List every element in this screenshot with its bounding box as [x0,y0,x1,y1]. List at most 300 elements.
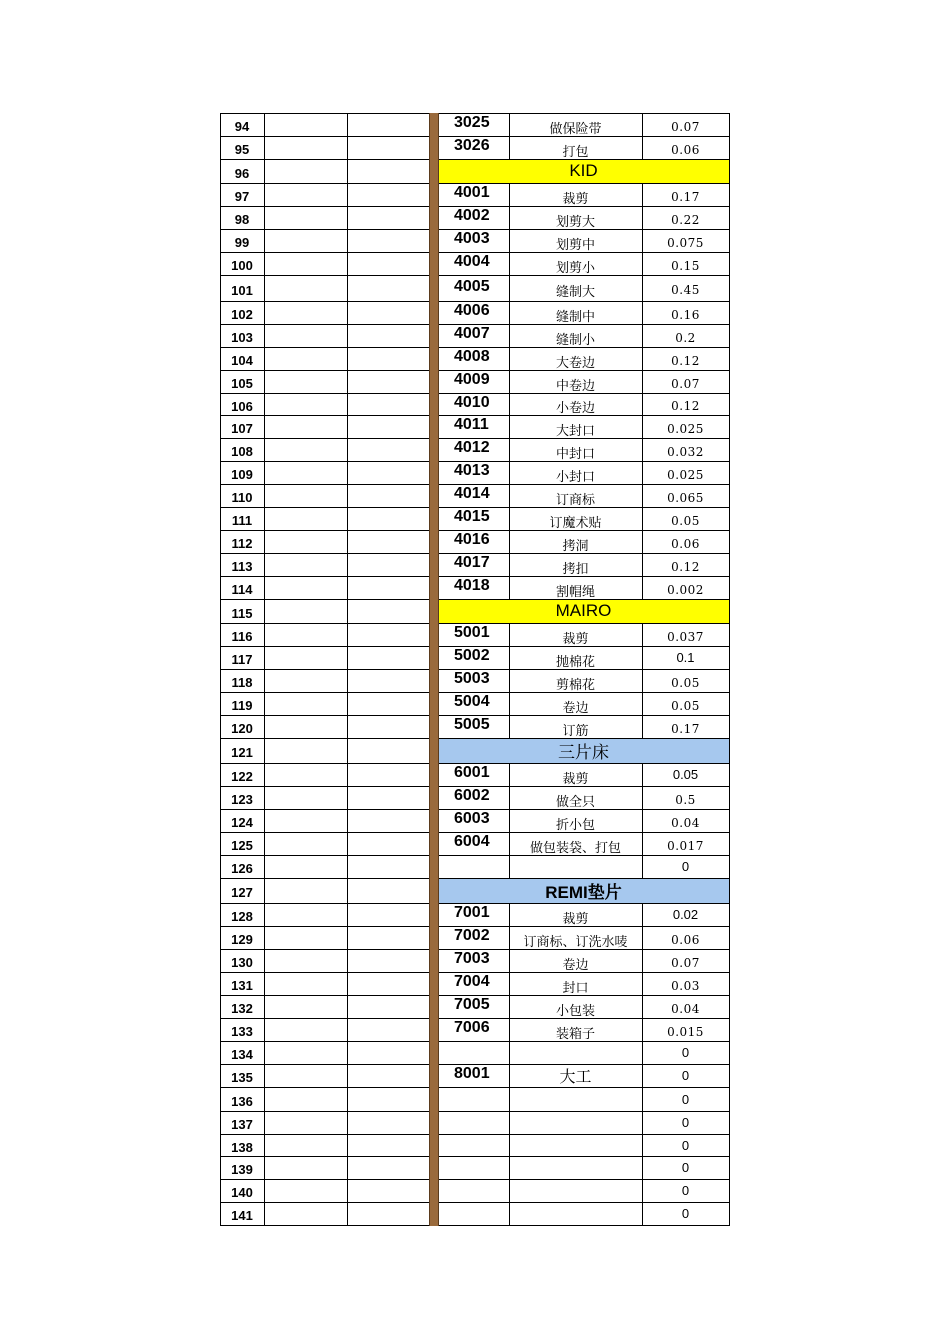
row-number: 136 [231,1093,253,1109]
item-code: 4016 [454,531,490,548]
item-price: 0.065 [667,490,704,505]
grid-row-line [220,738,430,739]
grid-row-line [220,949,430,950]
grid-row-line [220,623,430,624]
item-task: 订商标、订洗水唛 [523,934,628,949]
item-task: 订魔术贴 [549,515,602,530]
grid-row-line [438,229,730,230]
grid-row-line [220,136,430,137]
grid-row-line [220,438,430,439]
row-number: 139 [231,1162,253,1177]
grid-col-line [509,809,510,833]
grid-col-line [509,252,510,276]
grid-row-line [220,159,430,160]
grid-col-line [509,1134,510,1157]
item-task: 封口 [562,980,589,995]
item-task: 划剪大 [555,214,595,229]
grid-col-line [509,1156,510,1180]
grid-row-line [438,393,730,394]
row-number: 107 [231,421,253,436]
grid-row-line [438,252,730,253]
grid-col-line [264,113,265,1226]
grid-col-line [509,576,510,600]
grid-row-line [438,507,730,508]
grid-row-line [438,995,730,996]
grid-col-line [509,206,510,230]
grid-col-line [642,530,643,554]
item-code: 4004 [454,253,490,270]
grid-row-line [438,738,730,739]
grid-col-line [509,949,510,973]
grid-row-line [220,832,430,833]
grid-row-line [220,855,430,856]
item-task: 裁剪 [562,771,589,786]
grid-col-line [642,507,643,531]
grid-col-line [220,113,221,1226]
grid-col-line [642,324,643,348]
grid-row-line [438,623,730,624]
item-code: 5004 [454,693,490,710]
row-number: 111 [231,513,253,528]
item-price: 0.05 [671,675,700,690]
item-price: 0.12 [671,353,700,368]
grid-col-line [642,1064,643,1088]
grid-row-line [220,763,430,764]
grid-col-line [642,1179,643,1203]
item-code: 6003 [454,810,490,827]
item-task: 大封口 [555,423,595,438]
grid-row-line [220,1087,430,1088]
grid-col-line [642,393,643,416]
grid-row-line [438,855,730,856]
item-task: 打包 [562,144,589,159]
grid-row-line [220,1179,430,1180]
row-number: 122 [231,769,253,784]
grid-row-line [438,972,730,973]
item-code: 4012 [454,439,490,456]
item-task: 缝制中 [555,309,595,324]
grid-col-line [642,692,643,716]
item-task [509,1087,642,1111]
grid-row-line [438,1156,730,1157]
grid-col-line [642,972,643,996]
grid-col-line [642,1111,643,1135]
row-number: 112 [231,536,253,551]
item-price: 0.002 [667,582,704,597]
grid-col-line [509,855,510,879]
row-number: 129 [231,932,253,947]
grid-row-line [220,461,430,462]
item-price: 0.17 [671,189,700,204]
item-price: 0.04 [671,1001,700,1016]
item-code: 4017 [454,554,490,571]
grid-col-line [509,972,510,996]
grid-row-line [220,484,430,485]
grid-col-line [642,786,643,810]
grid-col-line [642,206,643,230]
row-number: 109 [231,467,253,482]
grid-row-line [220,715,430,716]
grid-col-line [509,692,510,716]
grid-row-line [220,576,430,577]
item-task: 订筋 [562,723,589,738]
grid-col-line [642,623,643,647]
item-code: 4008 [454,348,490,365]
item-price: 0.015 [667,1024,704,1039]
item-price: 0 [681,1183,690,1198]
item-price: 0.12 [671,399,700,413]
item-price: 0 [681,1115,690,1130]
row-number: 99 [234,235,250,250]
item-task [509,1156,642,1179]
grid-row-line [220,252,430,253]
item-code: 7004 [454,973,490,990]
grid-col-line [642,136,643,160]
item-price: 0.037 [667,629,704,644]
grid-row-line [438,949,730,950]
grid-col-line [509,347,510,371]
row-number: 137 [231,1117,253,1132]
grid-row-line [220,415,430,416]
grid-row-line [438,832,730,833]
grid-row-line [220,1225,430,1226]
item-task: 做保险带 [549,121,602,136]
row-number: 128 [231,909,253,924]
grid-row-line [220,669,430,670]
item-code: 4014 [454,485,490,502]
grid-row-line [438,599,730,600]
grid-col-line [642,1134,643,1157]
item-price: 0 [681,1137,690,1153]
grid-row-line [220,786,430,787]
grid-col-line [642,809,643,833]
grid-col-line [642,855,643,879]
item-task: 裁剪 [562,911,589,926]
item-price: 0.04 [671,815,700,830]
item-task [509,1041,642,1064]
grid-row-line [438,576,730,577]
item-task: 中卷边 [555,378,595,393]
grid-row-line [438,1134,730,1135]
item-price: 0.5 [675,792,696,807]
grid-row-line [220,1202,430,1203]
grid-col-line [509,530,510,554]
grid-col-line [642,646,643,670]
item-code [438,1156,509,1179]
grid-row-line [438,301,730,302]
grid-row-line [438,438,730,439]
grid-col-line [509,763,510,787]
item-code: 7001 [454,904,490,921]
row-number: 106 [231,398,253,414]
item-price: 0.017 [667,838,704,853]
item-task: 折小包 [555,817,595,832]
item-code: 4011 [454,416,489,433]
row-number: 120 [231,721,253,736]
grid-row-line [220,1134,430,1135]
row-number: 124 [231,815,253,830]
item-price: 0.2 [675,330,696,345]
row-number: 127 [231,885,253,900]
grid-row-line [220,903,430,904]
item-price: 0.025 [667,467,704,482]
grid-row-line [220,599,430,600]
row-number: 134 [231,1047,253,1062]
grid-row-line [220,370,430,371]
grid-row-line [220,1111,430,1112]
grid-col-line [642,484,643,508]
item-code [438,1134,509,1156]
row-number: 101 [231,282,253,298]
grid-col-line [642,1018,643,1042]
grid-col-line [642,832,643,856]
grid-col-line [509,415,510,439]
row-number: 116 [231,629,253,644]
item-code: 5001 [454,624,490,641]
grid-col-line [642,113,643,137]
item-task: 割帽绳 [555,584,595,599]
item-price: 0 [681,859,690,874]
grid-col-line [642,275,643,302]
grid-col-line [509,324,510,348]
grid-row-line [220,347,430,348]
row-number: 100 [231,258,253,273]
item-code: 3026 [454,137,490,154]
grid-col-line [509,832,510,856]
item-code: 5003 [454,670,490,687]
item-price: 0.15 [671,258,700,273]
grid-col-line [509,926,510,950]
section-title: REMI垫片 [545,883,622,902]
item-code [438,1179,509,1202]
item-code: 7006 [454,1019,490,1036]
grid-row-line [438,484,730,485]
item-task: 大卷边 [555,355,595,370]
item-code: 7005 [454,996,490,1013]
item-code [438,1087,509,1111]
grid-row-line [438,692,730,693]
item-code: 6004 [454,833,490,850]
row-number: 117 [231,652,253,667]
item-task [509,1202,642,1225]
row-number: 95 [234,142,250,157]
item-task: 拷洞 [562,538,589,553]
item-task: 拷扣 [562,561,589,576]
grid-row-line [220,393,430,394]
item-price: 0.1 [676,650,695,665]
grid-col-line [642,553,643,577]
grid-row-line [438,669,730,670]
grid-col-line [509,715,510,739]
item-code: 4003 [454,230,490,247]
grid-col-line [509,786,510,810]
grid-row-line [438,159,730,160]
grid-row-line [220,878,430,879]
item-task: 缝制大 [555,285,595,300]
item-price: 0.032 [667,444,704,459]
item-task [509,855,642,878]
grid-row-line [438,1179,730,1180]
grid-row-line [438,370,730,371]
grid-row-line [438,553,730,554]
item-code [438,855,509,878]
item-code: 5005 [454,716,490,733]
item-code [438,1041,509,1064]
grid-row-line [438,461,730,462]
grid-col-line [642,715,643,739]
item-code: 4009 [454,371,490,388]
grid-row-line [220,1041,430,1042]
grid-col-line [509,370,510,394]
grid-row-line [220,995,430,996]
grid-col-line [509,1064,510,1088]
item-code: 3025 [454,114,490,131]
row-number: 110 [231,490,253,505]
item-task: 大工 [559,1067,592,1086]
grid-col-line [642,576,643,600]
item-task [509,1179,642,1202]
grid-col-line [509,623,510,647]
item-task: 中封口 [555,446,595,461]
grid-col-line [642,1041,643,1065]
item-code: 7002 [454,927,490,944]
item-task: 小封口 [555,469,595,484]
row-number: 132 [231,1001,253,1016]
grid-col-line [642,370,643,394]
row-number: 98 [234,212,250,227]
grid-col-line [509,229,510,253]
item-price: 0.03 [671,978,700,993]
grid-row-line [438,646,730,647]
grid-row-line [438,1111,730,1112]
item-code [438,1111,509,1134]
grid-row-line [220,113,430,114]
item-price: 0.06 [671,142,700,157]
row-number: 113 [231,559,253,574]
grid-col-line [509,1202,510,1226]
grid-row-line [438,1202,730,1203]
item-price: 0 [681,1045,690,1060]
item-price: 0.05 [672,767,699,782]
item-price: 0 [681,1160,690,1175]
item-price: 0 [681,1068,690,1083]
grid-col-line [509,301,510,325]
grid-col-line [642,1202,643,1226]
row-number: 104 [231,353,253,368]
item-price: 0 [681,1091,690,1107]
grid-col-line [509,553,510,577]
grid-row-line [438,183,730,184]
grid-row-line [220,809,430,810]
item-code: 4013 [454,462,490,479]
grid-col-line [642,229,643,253]
row-number: 123 [231,792,253,807]
grid-row-line [438,763,730,764]
grid-col-line [642,415,643,439]
grid-col-line [509,995,510,1019]
grid-row-line [438,786,730,787]
item-price: 0.05 [671,698,700,713]
grid-row-line [220,275,430,276]
item-code: 4015 [454,508,490,525]
grid-col-line [642,183,643,207]
item-price: 0.45 [671,283,700,297]
row-number: 108 [231,444,253,459]
grid-row-line [220,183,430,184]
item-price: 0.02 [672,907,699,922]
row-number: 96 [234,165,250,181]
item-price: 0.17 [671,721,700,736]
grid-row-line [220,1156,430,1157]
item-code: 4018 [454,577,490,594]
item-code: 4010 [454,393,490,411]
row-number: 125 [231,838,253,853]
grid-row-line [220,972,430,973]
grid-col-line [509,903,510,927]
item-task: 抛棉花 [555,654,595,669]
row-number: 141 [231,1208,253,1223]
grid-row-line [220,229,430,230]
item-task: 小包装 [555,1003,595,1018]
grid-col-line [509,113,510,137]
grid-col-line [509,275,510,302]
grid-row-line [438,136,730,137]
row-number: 115 [231,605,253,621]
grid-row-line [438,206,730,207]
item-price: 0.06 [671,536,700,551]
item-code: 4002 [454,207,490,224]
grid-col-line [509,507,510,531]
grid-col-line [509,136,510,160]
grid-row-line [438,1041,730,1042]
grid-col-line [509,484,510,508]
item-task: 缝制小 [555,332,595,347]
item-price: 0 [681,1206,690,1221]
item-code: 4006 [454,302,490,319]
row-number: 126 [231,861,253,876]
row-number: 121 [231,745,253,760]
item-task: 订商标 [555,492,595,507]
item-price: 0.07 [671,376,700,391]
row-number: 118 [231,675,253,690]
section-title: MAIRO [555,601,612,620]
grid-row-line [220,324,430,325]
item-task: 做包装袋、打包 [529,840,621,855]
item-task: 划剪小 [555,260,595,275]
item-code: 4005 [454,277,490,295]
grid-row-line [220,206,430,207]
item-task: 卷边 [562,957,589,972]
grid-row-line [220,301,430,302]
grid-col-line [642,1087,643,1112]
grid-row-line [438,926,730,927]
item-task: 卷边 [562,700,589,715]
grid-col-line [642,763,643,787]
grid-col-line [642,903,643,927]
grid-col-line [509,438,510,462]
item-code: 6002 [454,787,490,804]
grid-col-line [729,113,730,1226]
grid-col-line [509,1111,510,1135]
item-price: 0.12 [671,559,700,574]
grid-col-line [347,113,348,1226]
grid-col-line [509,646,510,670]
row-number: 103 [231,330,253,345]
grid-row-line [438,347,730,348]
row-number: 130 [231,955,253,970]
item-task: 划剪中 [555,237,595,252]
grid-row-line [438,903,730,904]
